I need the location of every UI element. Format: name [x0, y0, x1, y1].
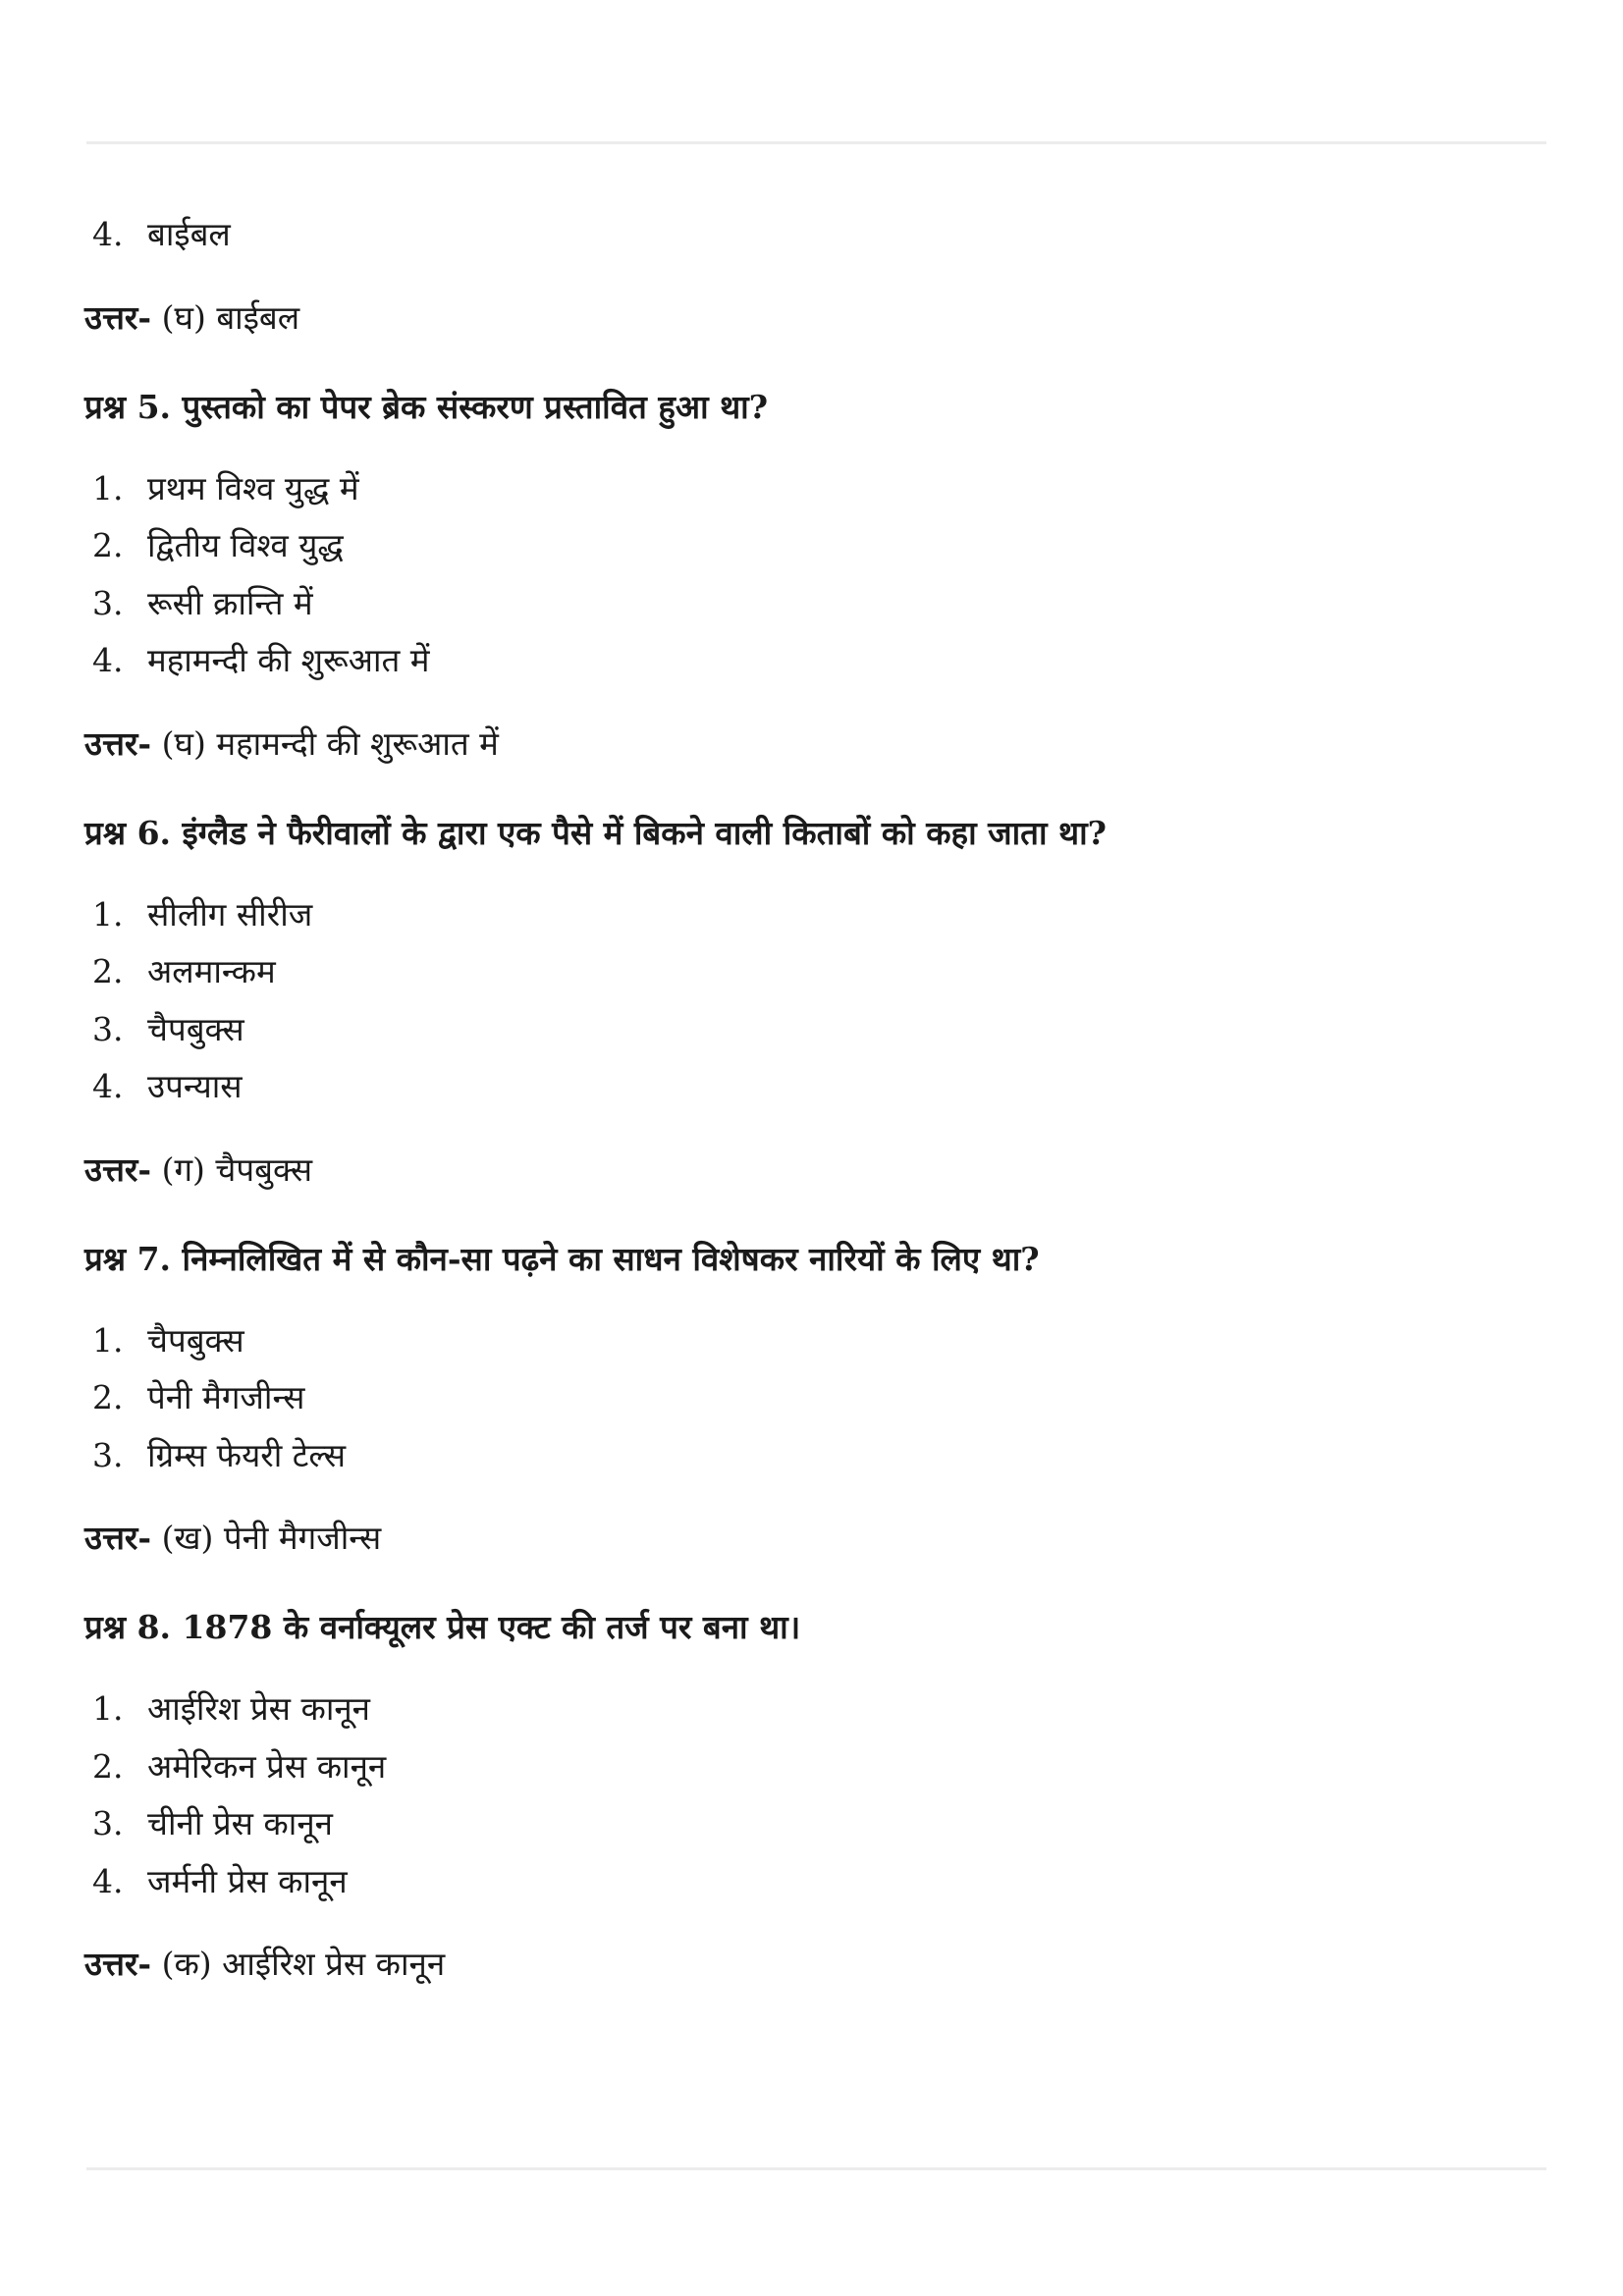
option-text: जर्मनी प्रेस कानून: [147, 1861, 348, 1900]
option-list: [84, 1681, 1547, 1910]
option-number: 4.: [92, 1067, 124, 1105]
option-item: [84, 943, 1547, 1001]
option-number: 1.: [92, 1689, 124, 1728]
option-number: 3.: [92, 1804, 124, 1842]
option-item: [84, 886, 1547, 944]
answer-line: [84, 296, 1547, 340]
top-divider: [86, 141, 1546, 144]
answer-line: [84, 1943, 1547, 1986]
answer-label: उत्तर-: [84, 1149, 152, 1189]
option-number: 2.: [92, 526, 124, 564]
option-number: 1.: [92, 1320, 124, 1360]
option-item: [84, 1853, 1547, 1911]
option-item: [84, 460, 1547, 518]
answer-text: (ग) चैपबुक्स: [161, 1149, 313, 1189]
option-text: ग्रिम्स फेयरी टेल्स: [147, 1435, 347, 1474]
option-text: अमेरिकन प्रेस कानून: [147, 1746, 387, 1786]
option-item: [84, 1369, 1547, 1427]
option-text: पेनी मैगजीन्स: [147, 1378, 305, 1416]
option-text: चीनी प्रेस कानून: [147, 1804, 333, 1842]
option-list: [84, 206, 1547, 264]
option-text: सीलीग सीरीज: [147, 894, 313, 934]
option-text: अलमान्कम: [147, 952, 276, 990]
answer-text: (घ) बाईबल: [161, 297, 300, 337]
answer-line: [84, 1148, 1547, 1192]
option-text: महामन्दी की शुरूआत में: [147, 641, 430, 679]
option-text: चैपबुक्स: [147, 1009, 244, 1048]
option-item: [84, 1681, 1547, 1738]
option-number: 3.: [92, 583, 124, 622]
option-item: [84, 517, 1547, 575]
option-number: 1.: [92, 468, 124, 507]
answer-line: [84, 1517, 1547, 1560]
option-list: [84, 460, 1547, 690]
answer-text: (क) आईरिश प्रेस कानून: [161, 1945, 446, 1983]
option-text: बाईबल: [147, 215, 231, 253]
option-text: उपन्यास: [147, 1067, 243, 1105]
option-number: 1.: [92, 894, 124, 934]
question-title: प्रश्न 8. 1878 के वर्नाक्यूलर प्रेस एक्ट की तर्ज पर बना था।: [84, 1608, 801, 1646]
answer-label: उत्तर-: [84, 1945, 152, 1983]
option-item: [84, 1427, 1547, 1485]
option-text: चैपबुक्स: [147, 1320, 244, 1360]
answer-line: [84, 722, 1547, 766]
option-number: 2.: [92, 1378, 124, 1416]
option-number: 4.: [92, 215, 124, 253]
option-number: 3.: [92, 1435, 124, 1474]
option-item: [84, 1312, 1547, 1370]
option-list: [84, 1312, 1547, 1485]
option-text: आईरिश प्रेस कानून: [147, 1689, 370, 1728]
option-item: [84, 632, 1547, 690]
option-number: 2.: [92, 1746, 124, 1786]
option-number: 3.: [92, 1009, 124, 1048]
option-item: [84, 1795, 1547, 1853]
option-text: रूसी क्रान्ति में: [147, 583, 313, 622]
option-item: [84, 1058, 1547, 1116]
option-item: [84, 575, 1547, 633]
bottom-divider: [86, 2167, 1546, 2170]
option-text: द्वितीय विश्व युद्ध: [147, 526, 344, 564]
answer-label: उत्तर-: [84, 1519, 152, 1557]
option-item: [84, 1738, 1547, 1796]
question-title: प्रश्न 7. निम्नलिखित में से कौन-सा पढ़ने का साधन विशेषकर नारियों के लिए था?: [84, 1239, 1040, 1278]
option-number: 4.: [92, 641, 124, 679]
option-list: [84, 886, 1547, 1116]
option-number: 4.: [92, 1861, 124, 1900]
answer-label: उत्तर-: [84, 723, 152, 763]
question-title: प्रश्न 6. इंग्लैड ने फैरीवालों के द्वारा एक पैसे में बिकने वाली किताबों को कहा जाता था?: [84, 813, 1107, 852]
option-item: [84, 206, 1547, 264]
option-text: प्रथम विश्व युद्ध में: [147, 468, 359, 507]
answer-label: उत्तर-: [84, 297, 152, 337]
answer-text: (ख) पेनी मैगजीन्स: [161, 1519, 382, 1557]
option-item: [84, 1001, 1547, 1059]
document-content: [84, 206, 1547, 1986]
question-title: प्रश्न 5. पुस्तको का पेपर ब्रेक संस्करण प्रस्तावित हुआ था?: [84, 387, 769, 426]
answer-text: (घ) महामन्दी की शुरूआत में: [161, 723, 499, 763]
option-number: 2.: [92, 952, 124, 990]
